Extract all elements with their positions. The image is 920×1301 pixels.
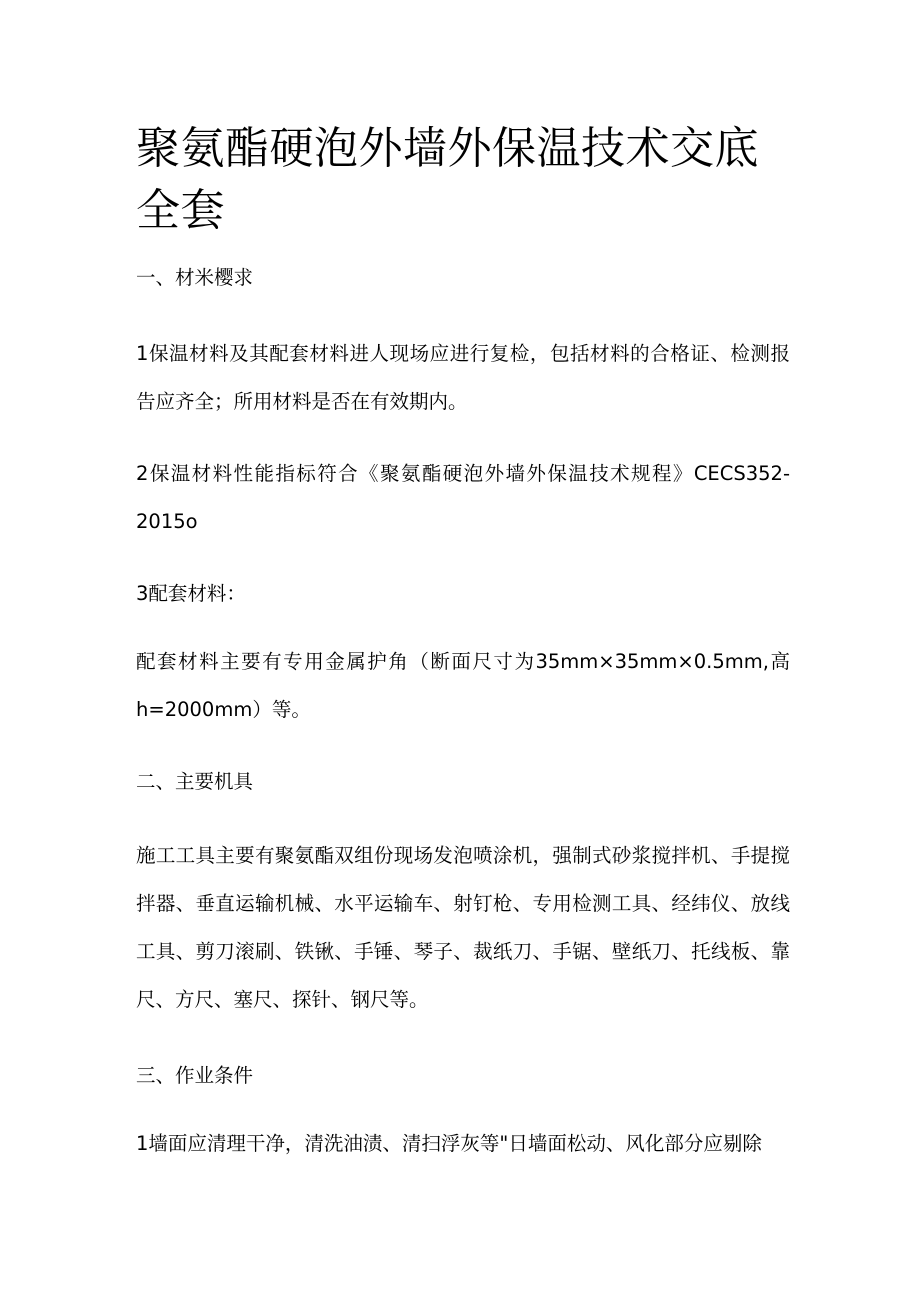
paragraph-accessory-materials: 配套材料主要有专用金属护角（断面尺寸为35mm×35mm×0.5mm,高h=2000mm）等。 <box>136 650 790 721</box>
section-heading-materials: 一、材米樱求 <box>136 266 254 289</box>
section-heading-work-conditions: 三、作业条件 <box>136 1064 254 1087</box>
section-heading-tools: 二、主要机具 <box>136 770 254 793</box>
paragraph-material-performance: 2保温材料性能指标符合《聚氨酯硬泡外墙外保温技术规程》CECS352-2015o <box>136 462 790 533</box>
paragraph-accessory-materials-label: 3配套材料： <box>136 582 246 605</box>
document-title: 聚氨酯硬泡外墙外保温技术交底全套 <box>136 123 759 236</box>
paragraph-wall-cleaning: 1墙面应清理干净，清洗油渍、清扫浮灰等"日墙面松动、风化部分应剔除 <box>136 1132 762 1155</box>
paragraph-tools: 施工工具主要有聚氨酯双组份现场发泡喷涂机，强制式砂浆搅拌机、手提搅拌器、垂直运输机械、水平运输车、射钉枪、专用检测工具、经纬仪、放线工具、剪刀滚刷、铁锹、手锤、琴子、裁纸刀、手锯、壁纸刀、托线板、靠尺、方尺、塞尺、探针、钢尺等。 <box>136 844 790 1011</box>
paragraph-material-inspection: 1保温材料及其配套材料进人现场应进行复检，包括材料的合格证、检测报告应齐全；所用材料是否在有效期内。 <box>136 342 790 413</box>
